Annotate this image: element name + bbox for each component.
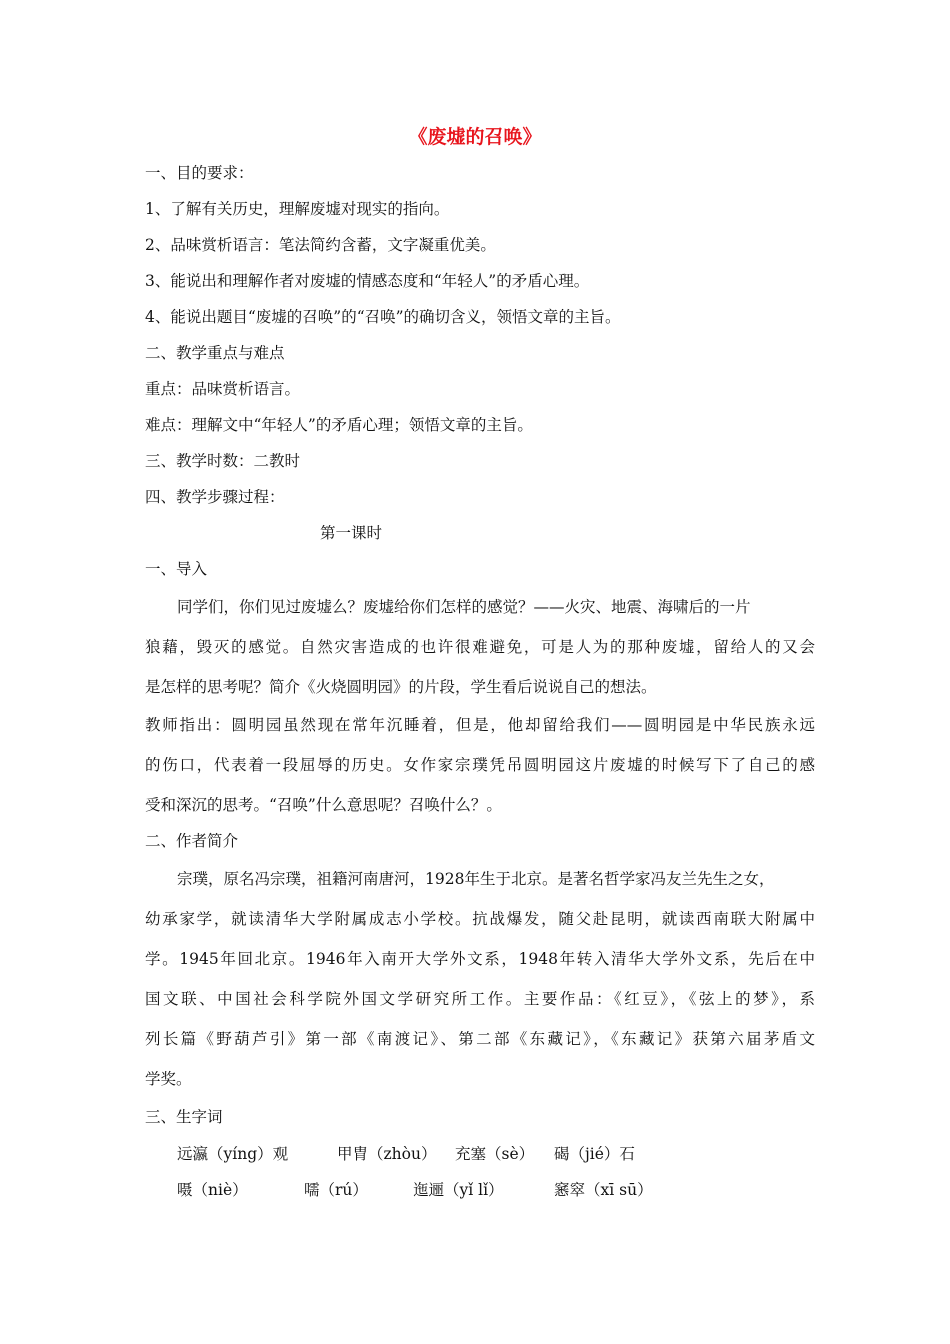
intro-heading: 一、导入: [145, 560, 208, 578]
vocab-word: 嗫（niè）: [177, 1181, 248, 1199]
vocab-word: 窸窣（xī sū）: [554, 1181, 653, 1199]
intro-paragraph-line: 狼藉，毁灭的感觉。自然灾害造成的也许很难避免，可是人为的那种废墟，留给人的又会: [145, 638, 815, 656]
vocab-word: 远瀛（yíng）观: [177, 1145, 289, 1163]
vocab-heading: 三、生字词: [145, 1108, 223, 1126]
document-title: 《废墟的召唤》: [408, 126, 542, 148]
author-bio-line: 幼承家学，就读清华大学附属成志小学校。抗战爆发，随父赴昆明，就读西南联大附属中: [145, 910, 815, 928]
teacher-note-line: 的伤口，代表着一段屈辱的历史。女作家宗璞凭吊圆明园这片废墟的时候写下了自己的感: [145, 756, 815, 774]
vocab-row: [0, 1179, 950, 1201]
author-bio-line: 学奖。: [145, 1070, 192, 1088]
teaching-hours: 三、教学时数：二教时: [145, 452, 301, 470]
intro-paragraph-line: 是怎样的思考呢？简介《火烧圆明园》的片段，学生看后说说自己的想法。: [145, 678, 657, 696]
objectives-heading: 一、目的要求：: [145, 164, 254, 182]
lesson-one-heading: 第一课时: [320, 524, 383, 542]
objective-item-4: 4、能说出题目“废墟的召唤”的“召唤”的确切含义，领悟文章的主旨。: [145, 308, 621, 326]
author-bio-line: 学。1945年回北京。1946年入南开大学外文系，1948年转入清华大学外文系，先后在中: [145, 950, 815, 968]
vocab-word: 嚅（rú）: [304, 1181, 368, 1199]
objective-item-2: 2、品味赏析语言：笔法简约含蓄，文字凝重优美。: [145, 236, 496, 254]
steps-heading: 四、教学步骤过程：: [145, 488, 285, 506]
author-heading: 二、作者简介: [145, 832, 239, 850]
difficulty-point: 难点：理解文中“年轻人”的矛盾心理；领悟文章的主旨。: [145, 416, 533, 434]
author-bio-line: 宗璞，原名冯宗璞，祖籍河南唐河，1928年生于北京。是著名哲学家冯友兰先生之女，: [177, 870, 775, 888]
focus-point: 重点：品味赏析语言。: [145, 380, 301, 398]
objective-item-3: 3、能说出和理解作者对废墟的情感态度和“年轻人”的矛盾心理。: [145, 272, 590, 290]
vocab-row: [0, 1143, 950, 1165]
vocab-word: 碣（jié）石: [554, 1145, 635, 1163]
key-points-heading: 二、教学重点与难点: [145, 344, 285, 362]
teacher-note-line: 受和深沉的思考。“召唤”什么意思呢？召唤什么？。: [145, 796, 502, 814]
intro-paragraph-line: 同学们，你们见过废墟么？废墟给你们怎样的感觉？——火灾、地震、海啸后的一片: [177, 598, 751, 616]
objective-item-1: 1、了解有关历史，理解废墟对现实的指向。: [145, 200, 450, 218]
teacher-note-line: 教师指出：圆明园虽然现在常年沉睡着，但是，他却留给我们——圆明园是中华民族永远: [145, 716, 815, 734]
author-bio-line: 列长篇《野葫芦引》第一部《南渡记》、第二部《东藏记》，《东藏记》获第六届茅盾文: [145, 1030, 815, 1048]
vocab-word: 迤逦（yǐ lǐ）: [413, 1181, 504, 1199]
vocab-word: 甲胄（zhòu）: [337, 1145, 437, 1163]
vocab-word: 充塞（sè）: [455, 1145, 535, 1163]
author-bio-line: 国文联、中国社会科学院外国文学研究所工作。主要作品：《红豆》，《弦上的梦》，系: [145, 990, 815, 1008]
